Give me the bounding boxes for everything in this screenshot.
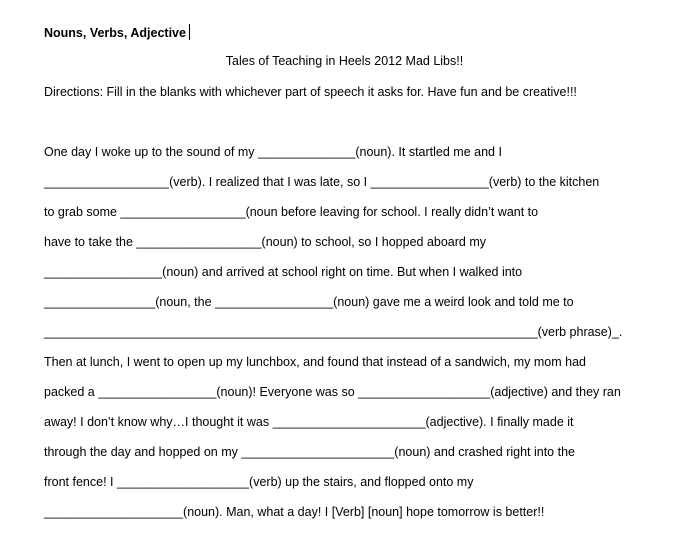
story-line: Then at lunch, I went to open up my lunchbox, and found that instead of a sandwich, my mom had <box>44 355 586 369</box>
directions-text: Directions: Fill in the blanks with whichever part of speech it asks for. Have fun and be creative!!! <box>44 85 577 99</box>
story-line: through the day and hopped on my ______________________(noun) and crashed right into the <box>44 445 575 459</box>
story-line: One day I woke up to the sound of my ______________(noun). It startled me and I <box>44 145 502 159</box>
story-line: ____________________(noun). Man, what a day! I [Verb] [noun] hope tomorrow is better!! <box>44 505 545 519</box>
story-line: _________________(noun) and arrived at school right on time. But when I walked into <box>44 265 523 279</box>
story-body <box>44 144 684 534</box>
heading-text: Nouns, Verbs, Adjective <box>44 26 186 40</box>
story-line: packed a _________________(noun)! Everyone was so ___________________(adjective) and they ran <box>44 385 621 399</box>
text-cursor <box>189 24 190 40</box>
story-line: ________________(noun, the _________________(noun) gave me a weird look and told me to <box>44 295 574 309</box>
document-title: Tales of Teaching in Heels 2012 Mad Libs!! <box>225 54 464 68</box>
story-line: away! I don’t know why…I thought it was ______________________(adjective). I finally made it <box>44 415 574 429</box>
document-heading[interactable] <box>44 24 190 40</box>
story-line: have to take the __________________(noun) to school, so I hopped aboard my <box>44 235 487 249</box>
story-line: __________________(verb). I realized that I was late, so I _________________(verb) to the kitchen <box>44 175 600 189</box>
story-line: _______________________________________________________________________(verb phrase)_. <box>44 325 623 339</box>
story-line: to grab some __________________(noun before leaving for school. I really didn’t want to <box>44 205 539 219</box>
story-line: front fence! I ___________________(verb) up the stairs, and flopped onto my <box>44 475 474 489</box>
